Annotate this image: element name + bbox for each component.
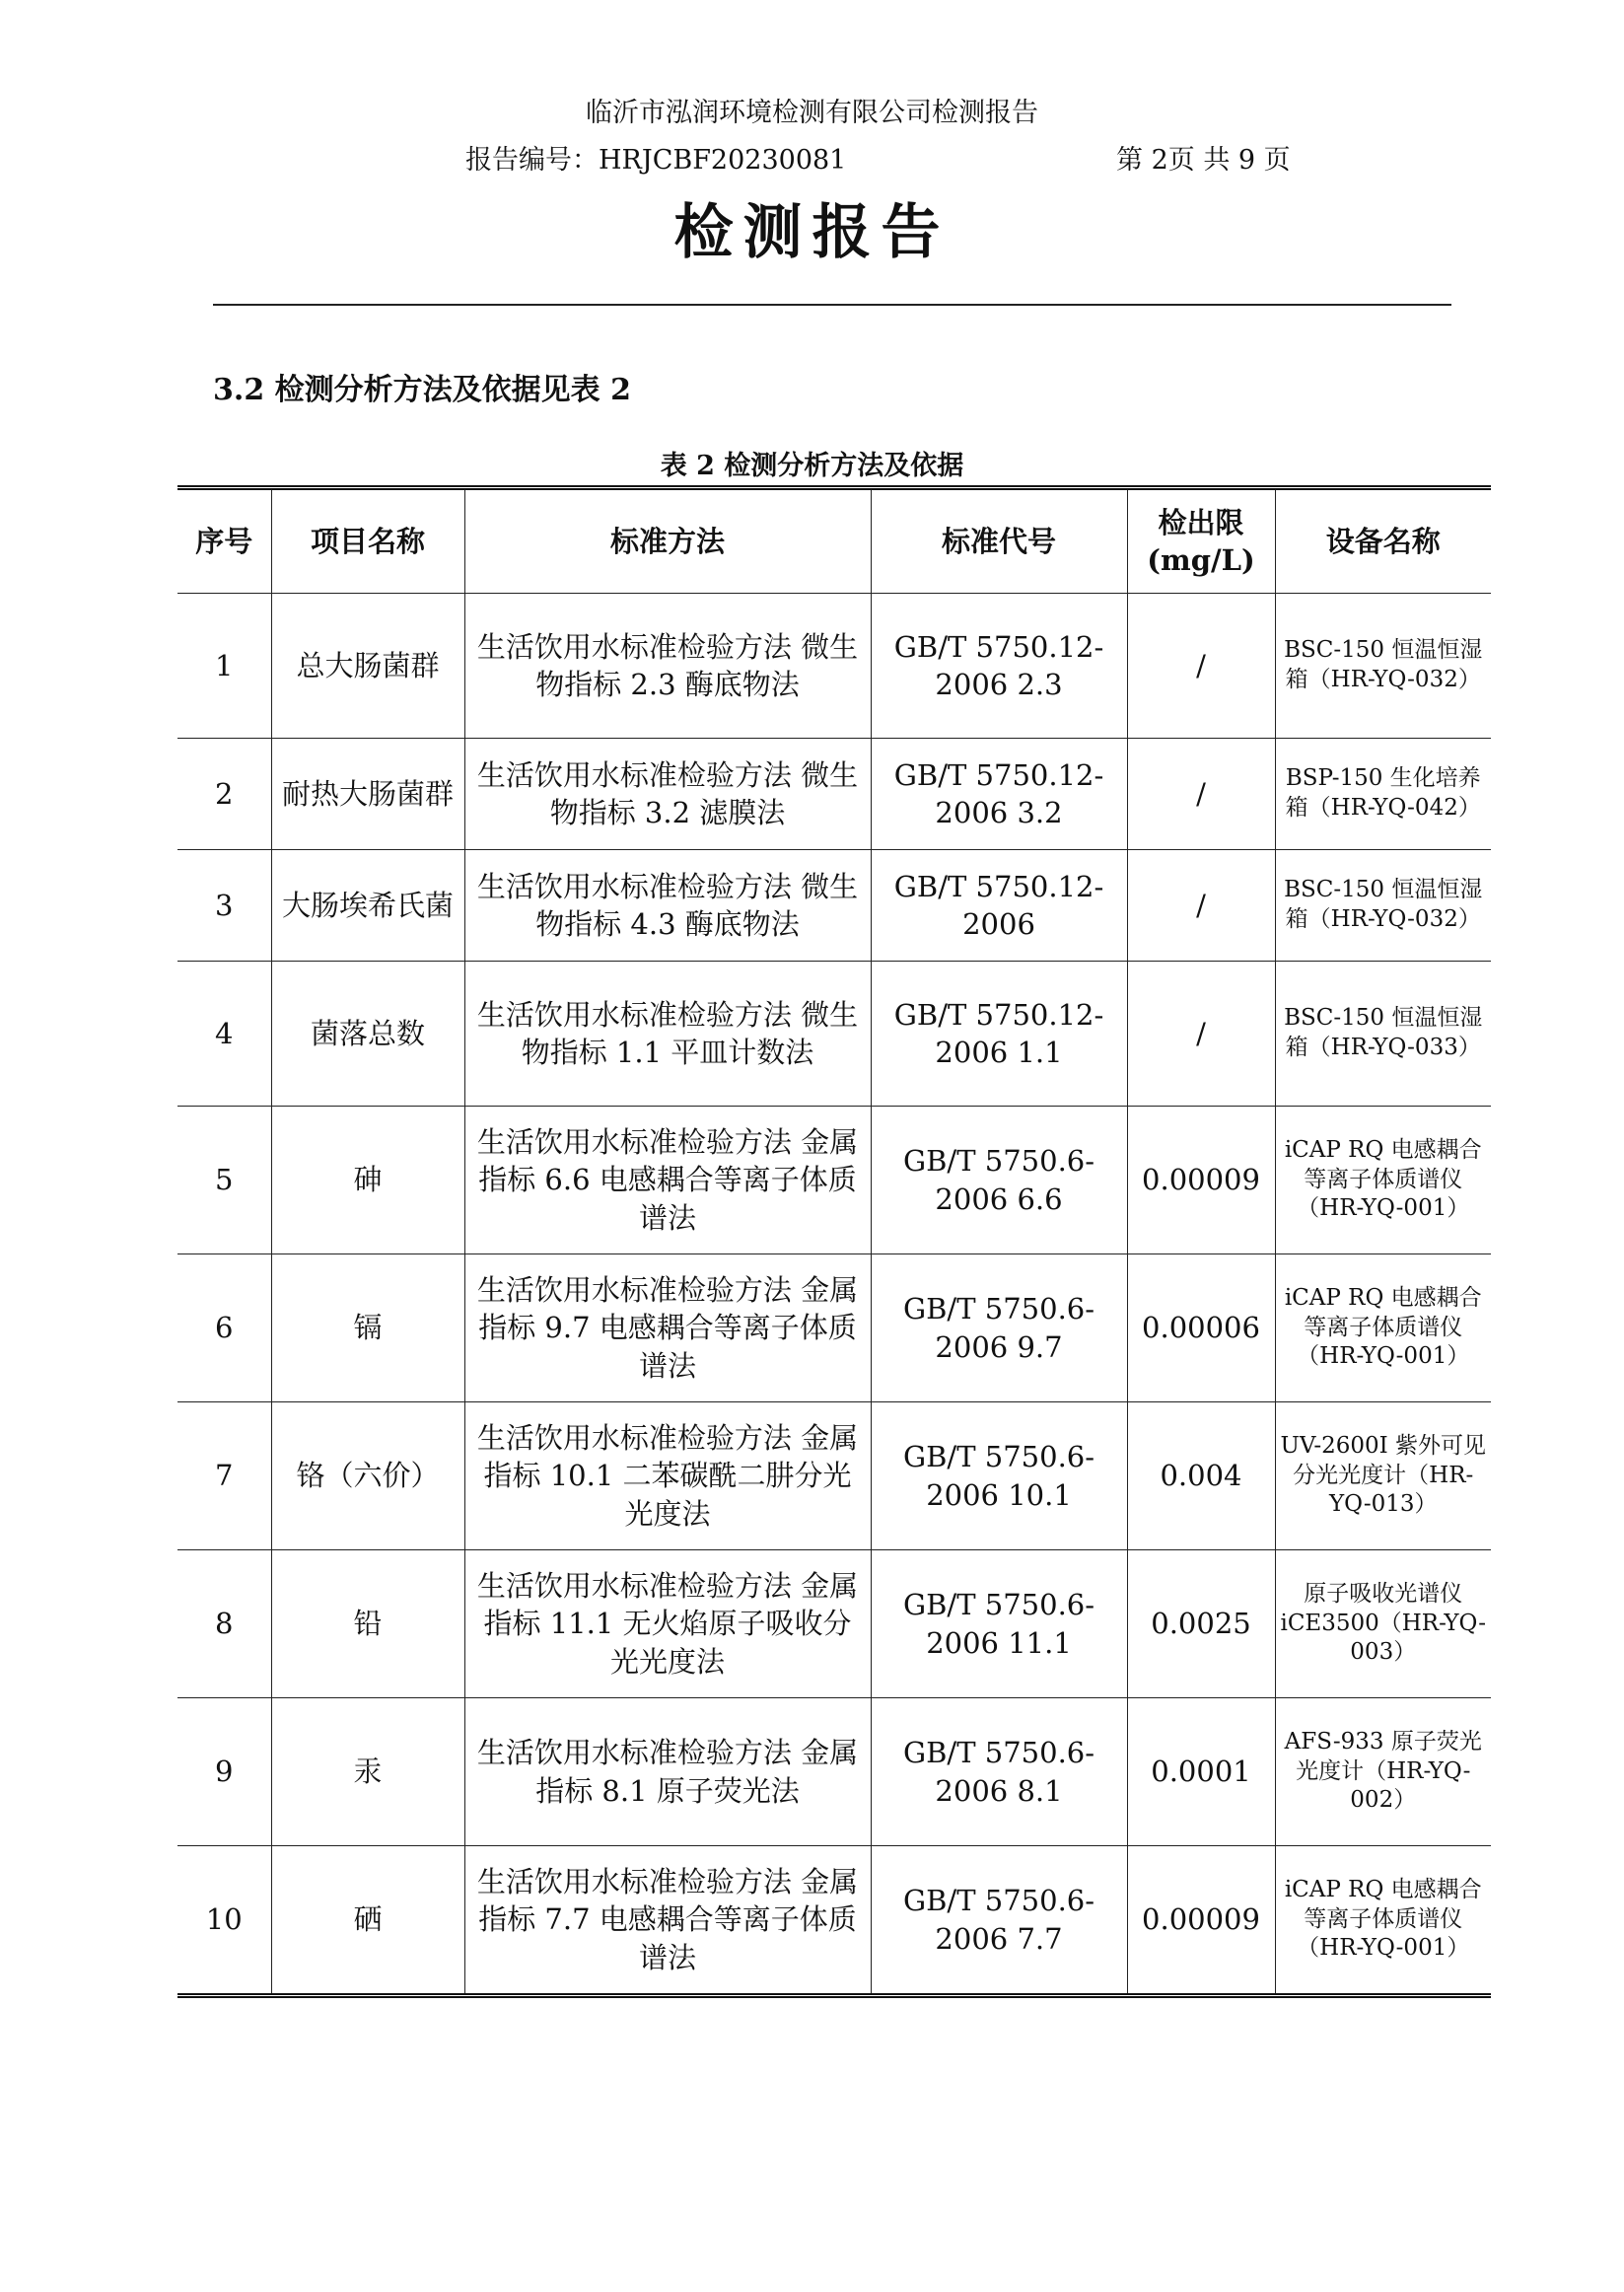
cell-code: GB/T 5750.6-2006 9.7 <box>871 1254 1127 1402</box>
cell-code: GB/T 5750.12-2006 1.1 <box>871 962 1127 1107</box>
table-row <box>177 739 1491 850</box>
cell-limit: 0.00009 <box>1127 1846 1275 1996</box>
cell-equipment: BSP-150 生化培养箱（HR-YQ-042） <box>1275 739 1491 850</box>
table-caption: 表 2 检测分析方法及依据 <box>660 451 964 481</box>
cell-no: 8 <box>177 1550 271 1698</box>
cell-equipment: BSC-150 恒温恒湿箱（HR-YQ-032） <box>1275 850 1491 962</box>
table-row <box>177 1698 1491 1846</box>
table-row <box>177 1107 1491 1254</box>
cell-equipment: BSC-150 恒温恒湿箱（HR-YQ-033） <box>1275 962 1491 1107</box>
cell-item: 硒 <box>271 1846 464 1996</box>
cell-no: 5 <box>177 1107 271 1254</box>
table-row <box>177 1550 1491 1698</box>
column-header-code: 标准代号 <box>871 488 1127 594</box>
cell-no: 1 <box>177 594 271 739</box>
cell-limit: / <box>1127 594 1275 739</box>
cell-equipment: 原子吸收光谱仪 iCE3500（HR-YQ-003） <box>1275 1550 1491 1698</box>
cell-item: 镉 <box>271 1254 464 1402</box>
section-heading: 3.2 检测分析方法及依据见表 2 <box>213 373 631 407</box>
cell-code: GB/T 5750.12-2006 <box>871 850 1127 962</box>
company-report-header: 临沂市泓润环境检测有限公司检测报告 <box>586 98 1038 128</box>
cell-limit: 0.00006 <box>1127 1254 1275 1402</box>
cell-code: GB/T 5750.6-2006 8.1 <box>871 1698 1127 1846</box>
table-row <box>177 1254 1491 1402</box>
cell-no: 6 <box>177 1254 271 1402</box>
table-row <box>177 594 1491 739</box>
cell-item: 铬（六价） <box>271 1402 464 1550</box>
cell-no: 7 <box>177 1402 271 1550</box>
column-header-method: 标准方法 <box>464 488 871 594</box>
cell-method: 生活饮用水标准检验方法 微生物指标 2.3 酶底物法 <box>464 594 871 739</box>
cell-equipment: BSC-150 恒温恒湿箱（HR-YQ-032） <box>1275 594 1491 739</box>
cell-item: 大肠埃希氏菌 <box>271 850 464 962</box>
cell-equipment: AFS-933 原子荧光光度计（HR-YQ-002） <box>1275 1698 1491 1846</box>
cell-code: GB/T 5750.6-2006 11.1 <box>871 1550 1127 1698</box>
cell-limit: / <box>1127 850 1275 962</box>
column-header-no: 序号 <box>177 488 271 594</box>
cell-item: 砷 <box>271 1107 464 1254</box>
cell-limit: 0.00009 <box>1127 1107 1275 1254</box>
cell-item: 耐热大肠菌群 <box>271 739 464 850</box>
title-divider <box>213 304 1451 306</box>
cell-method: 生活饮用水标准检验方法 金属指标 10.1 二苯碳酰二肼分光光度法 <box>464 1402 871 1550</box>
cell-method: 生活饮用水标准检验方法 金属指标 7.7 电感耦合等离子体质谱法 <box>464 1846 871 1996</box>
cell-equipment: iCAP RQ 电感耦合等离子体质谱仪（HR-YQ-001） <box>1275 1846 1491 1996</box>
page-title: 检测报告 <box>673 198 951 267</box>
cell-limit: 0.0025 <box>1127 1550 1275 1698</box>
cell-item: 菌落总数 <box>271 962 464 1107</box>
cell-code: GB/T 5750.12-2006 3.2 <box>871 739 1127 850</box>
column-header-limit: 检出限 (mg/L) <box>1127 488 1275 594</box>
cell-no: 3 <box>177 850 271 962</box>
column-header-item: 项目名称 <box>271 488 464 594</box>
cell-code: GB/T 5750.6-2006 6.6 <box>871 1107 1127 1254</box>
cell-method: 生活饮用水标准检验方法 微生物指标 1.1 平皿计数法 <box>464 962 871 1107</box>
table-row <box>177 1846 1491 1996</box>
column-header-equipment: 设备名称 <box>1275 488 1491 594</box>
cell-code: GB/T 5750.12-2006 2.3 <box>871 594 1127 739</box>
cell-code: GB/T 5750.6-2006 7.7 <box>871 1846 1127 1996</box>
page-number: 第 2页 共 9 页 <box>1116 145 1291 176</box>
cell-no: 9 <box>177 1698 271 1846</box>
cell-method: 生活饮用水标准检验方法 微生物指标 4.3 酶底物法 <box>464 850 871 962</box>
table-row <box>177 1402 1491 1550</box>
table-row <box>177 850 1491 962</box>
table-header-row <box>177 488 1491 594</box>
report-number: 报告编号：HRJCBF20230081 <box>465 145 847 176</box>
cell-code: GB/T 5750.6-2006 10.1 <box>871 1402 1127 1550</box>
cell-no: 2 <box>177 739 271 850</box>
cell-method: 生活饮用水标准检验方法 金属指标 11.1 无火焰原子吸收分光光度法 <box>464 1550 871 1698</box>
cell-limit: / <box>1127 739 1275 850</box>
cell-method: 生活饮用水标准检验方法 金属指标 9.7 电感耦合等离子体质谱法 <box>464 1254 871 1402</box>
cell-equipment: iCAP RQ 电感耦合等离子体质谱仪（HR-YQ-001） <box>1275 1107 1491 1254</box>
cell-limit: / <box>1127 962 1275 1107</box>
cell-limit: 0.0001 <box>1127 1698 1275 1846</box>
cell-limit: 0.004 <box>1127 1402 1275 1550</box>
cell-method: 生活饮用水标准检验方法 金属指标 8.1 原子荧光法 <box>464 1698 871 1846</box>
cell-item: 总大肠菌群 <box>271 594 464 739</box>
cell-item: 铅 <box>271 1550 464 1698</box>
table-row <box>177 962 1491 1107</box>
cell-equipment: UV-2600I 紫外可见分光光度计（HR-YQ-013） <box>1275 1402 1491 1550</box>
cell-item: 汞 <box>271 1698 464 1846</box>
cell-no: 10 <box>177 1846 271 1996</box>
cell-no: 4 <box>177 962 271 1107</box>
cell-equipment: iCAP RQ 电感耦合等离子体质谱仪（HR-YQ-001） <box>1275 1254 1491 1402</box>
cell-method: 生活饮用水标准检验方法 金属指标 6.6 电感耦合等离子体质谱法 <box>464 1107 871 1254</box>
methods-table <box>177 485 1491 1998</box>
cell-method: 生活饮用水标准检验方法 微生物指标 3.2 滤膜法 <box>464 739 871 850</box>
